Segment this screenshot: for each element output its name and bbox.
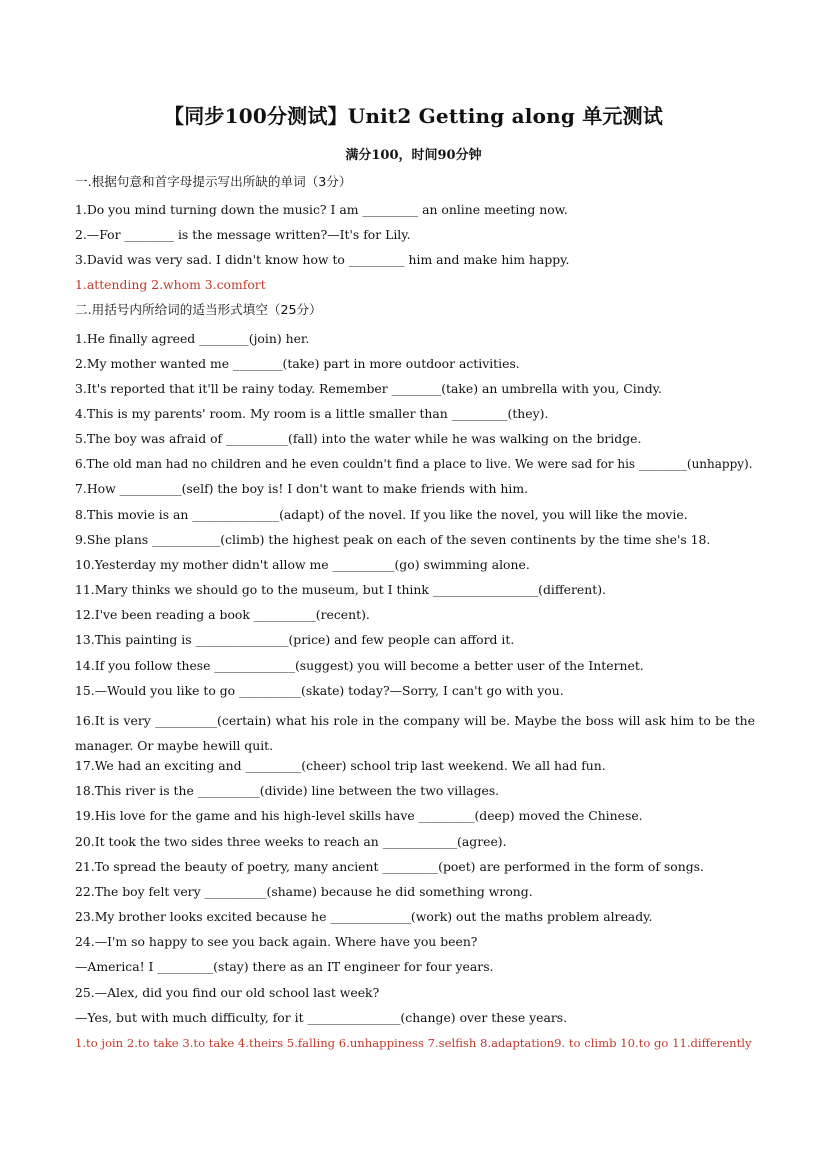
question-item: 10.Yesterday my mother didn't allow me __________(go) swimming alone. bbox=[75, 557, 530, 572]
answer-key: 1.attending 2.whom 3.comfort bbox=[75, 277, 266, 292]
question-item: 14.If you follow these _____________(suggest) you will become a better user of the Internet. bbox=[75, 658, 644, 673]
question-item: 3.It's reported that it'll be rainy today. Remember ________(take) an umbrella with you, Cindy. bbox=[75, 381, 662, 396]
question-item: 5.The boy was afraid of __________(fall) into the water while he was walking on the bridge. bbox=[75, 431, 642, 446]
question-item: 15.—Would you like to go __________(skate) today?—Sorry, I can't go with you. bbox=[75, 683, 564, 698]
question-item: 21.To spread the beauty of poetry, many ancient _________(poet) are performed in the form of songs. bbox=[75, 859, 704, 874]
question-item: 19.His love for the game and his high-level skills have _________(deep) moved the Chinese. bbox=[75, 808, 643, 823]
question-item: 23.My brother looks excited because he _____________(work) out the maths problem already. bbox=[75, 909, 653, 924]
question-item: 6.The old man had no children and he even couldn't find a place to live. We were sad for his ________(unhappy). bbox=[75, 457, 753, 471]
page-subtitle: 满分100，时间90分钟 bbox=[345, 148, 482, 163]
section2-heading: 二.用括号内所给词的适当形式填空（25分） bbox=[75, 302, 322, 317]
answer-key: 1.to join 2.to take 3.to take 4.theirs 5.falling 6.unhappiness 7.selfish 8.adaptation9. to climb 10.to go 11.differently bbox=[75, 1036, 752, 1050]
question-item: 24.—I'm so happy to see you back again. Where have you been? bbox=[75, 934, 478, 949]
question-item: 3.David was very sad. I didn't know how to _________ him and make him happy. bbox=[75, 252, 570, 267]
question-item: 12.I've been reading a book __________(recent). bbox=[75, 607, 370, 622]
question-item: 4.This is my parents' room. My room is a little smaller than _________(they). bbox=[75, 406, 549, 421]
question-item: 25.—Alex, did you find our old school last week? bbox=[75, 985, 380, 1000]
question-item: 2.—For ________ is the message written?—It's for Lily. bbox=[75, 227, 411, 242]
question-item: 22.The boy felt very __________(shame) because he did something wrong. bbox=[75, 884, 533, 899]
question-item: 2.My mother wanted me ________(take) part in more outdoor activities. bbox=[75, 356, 520, 371]
question-item: 1.Do you mind turning down the music? I am _________ an online meeting now. bbox=[75, 202, 568, 217]
question-item: 1.He finally agreed ________(join) her. bbox=[75, 331, 310, 346]
question-item: 18.This river is the __________(divide) line between the two villages. bbox=[75, 783, 500, 798]
question-item: 7.How __________(self) the boy is! I don't want to make friends with him. bbox=[75, 481, 529, 496]
question-item: 8.This movie is an ______________(adapt) of the novel. If you like the novel, you will like the movie. bbox=[75, 507, 688, 522]
section1-heading: 一.根据句意和首字母提示写出所缺的单词（3分） bbox=[75, 174, 352, 189]
page-title: 【同步100分测试】Unit2 Getting along 单元测试 bbox=[164, 104, 663, 128]
question-item: 16.It is very __________(certain) what his role in the company will be. Maybe the boss will ask him to be the manager. Or maybe hewill quit. bbox=[75, 713, 755, 753]
question-item: 9.She plans ___________(climb) the highest peak on each of the seven continents by the time she's 18. bbox=[75, 532, 711, 547]
question-item: 13.This painting is _______________(price) and few people can afford it. bbox=[75, 632, 515, 647]
question-item: 17.We had an exciting and _________(cheer) school trip last weekend. We all had fun. bbox=[75, 758, 606, 773]
question-item: 11.Mary thinks we should go to the museum, but I think _________________(different). bbox=[75, 582, 606, 597]
question-item: —America! I _________(stay) there as an IT engineer for four years. bbox=[75, 959, 494, 974]
question-item: 20.It took the two sides three weeks to reach an ____________(agree). bbox=[75, 834, 507, 849]
question-item: —Yes, but with much difficulty, for it _______________(change) over these years. bbox=[75, 1010, 568, 1025]
